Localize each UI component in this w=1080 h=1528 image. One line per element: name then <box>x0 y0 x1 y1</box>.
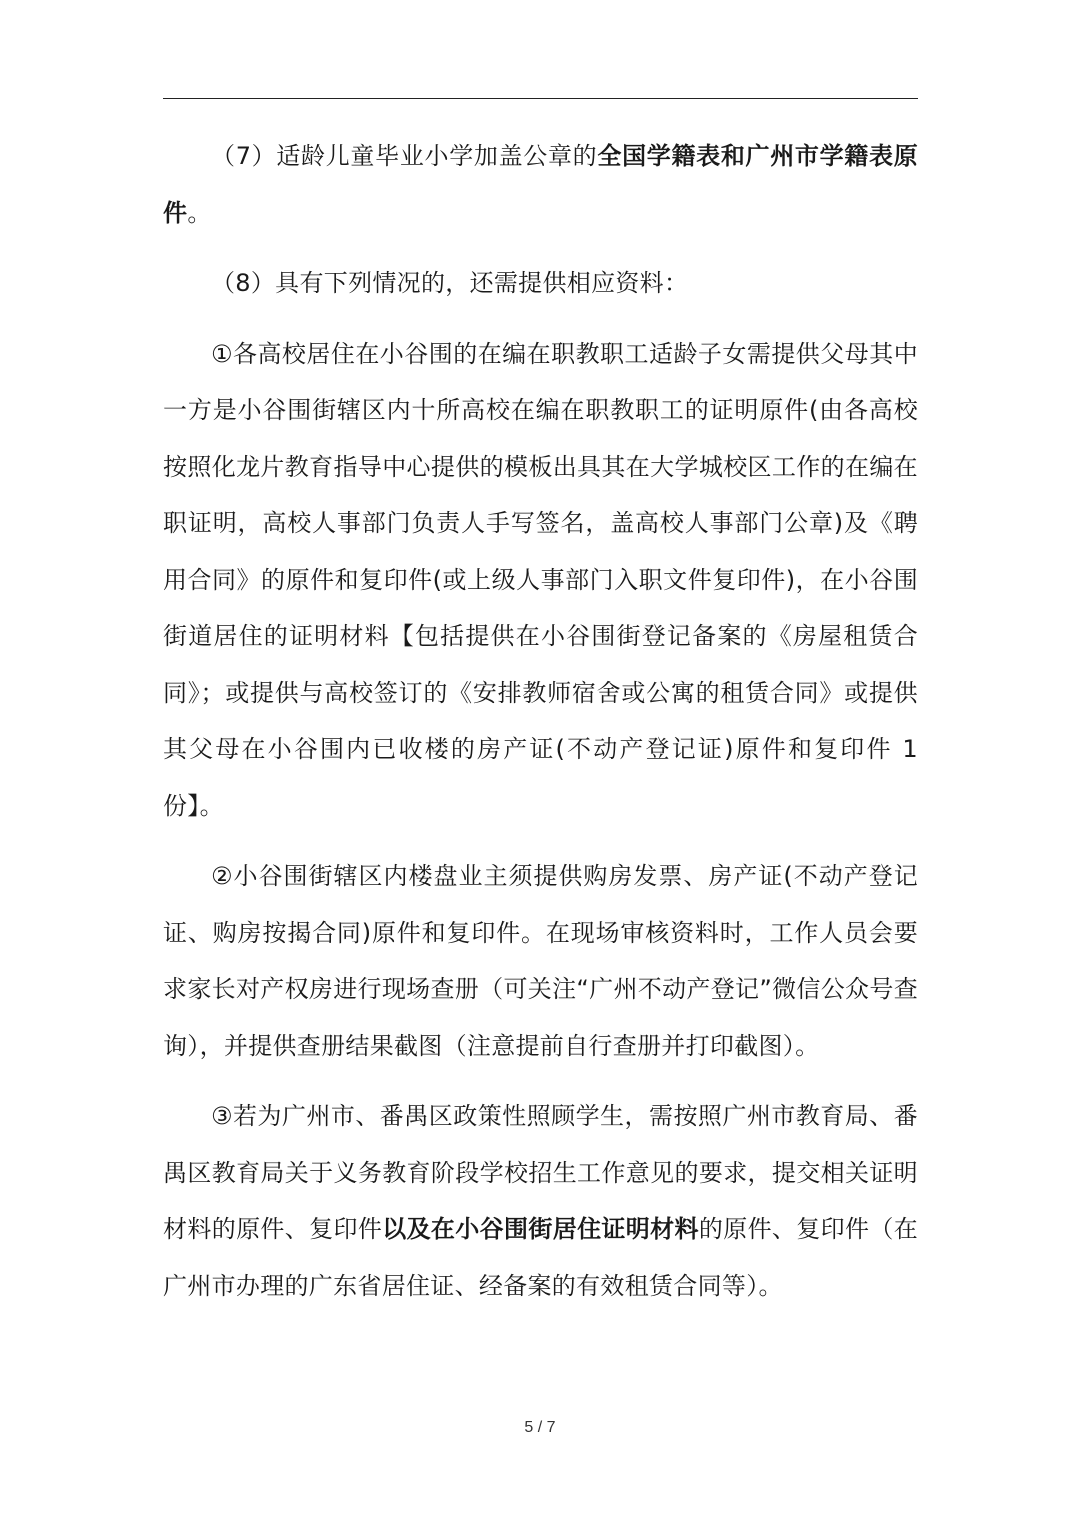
paragraph-7-text: （7）适龄儿童毕业小学加盖公章的 <box>211 142 598 170</box>
item-3-bold: 以及在小谷围街居住证明材料 <box>382 1215 699 1243</box>
paragraph-7 <box>163 128 918 241</box>
item-1: ①各高校居住在小谷围的在编在职教职工适龄子女需提供父母其中一方是小谷围街辖区内十所高校在编在职教职工的证明原件(由各高校按照化龙片教育指导中心提供的模板出具其在大学城校区工作的在编在职证明，高校人事部门负责人手写签名，盖高校人事部门公章)及《聘用合同》的原件和复印件(或上级人事部门入职文件复印件)，在小谷围街道居住的证明材料【包括提供在小谷围街登记备案的《房屋租赁合同》；或提供与高校签订的《安排教师宿舍或公寓的租赁合同》或提供其父母在小谷围内已收楼的房产证(不动产登记证)原件和复印件 1 份】。 <box>163 339 918 820</box>
item-3 <box>163 1088 918 1314</box>
paragraph-7-bold: 全国学籍表和广州市学籍表原件 <box>163 142 918 227</box>
header-rule <box>163 98 918 99</box>
page-number: 5 / 7 <box>524 1419 556 1436</box>
paragraph-8: （8）具有下列情况的，还需提供相应资料： <box>211 269 689 297</box>
document-body <box>163 128 918 1314</box>
item-3-text: ③若为广州市、番禺区政策性照顾学生，需按照广州市教育局、番禺区教育局关于义务教育阶段学校招生工作意见的要求，提交相关证明材料的原件、复印件 <box>163 1102 918 1243</box>
item-3-end: 的原件、复印件（在广州市办理的广东省居住证、经备案的有效租赁合同等）。 <box>163 1215 919 1300</box>
paragraph-7-end: 。 <box>187 198 212 227</box>
item-2: ②小谷围街辖区内楼盘业主须提供购房发票、房产证(不动产登记证、购房按揭合同)原件和复印件。在现场审核资料时，工作人员会要求家长对产权房进行现场查册（可关注“广州不动产登记”微信公众号查询），并提供查册结果截图（注意提前自行查册并打印截图）。 <box>163 862 918 1060</box>
